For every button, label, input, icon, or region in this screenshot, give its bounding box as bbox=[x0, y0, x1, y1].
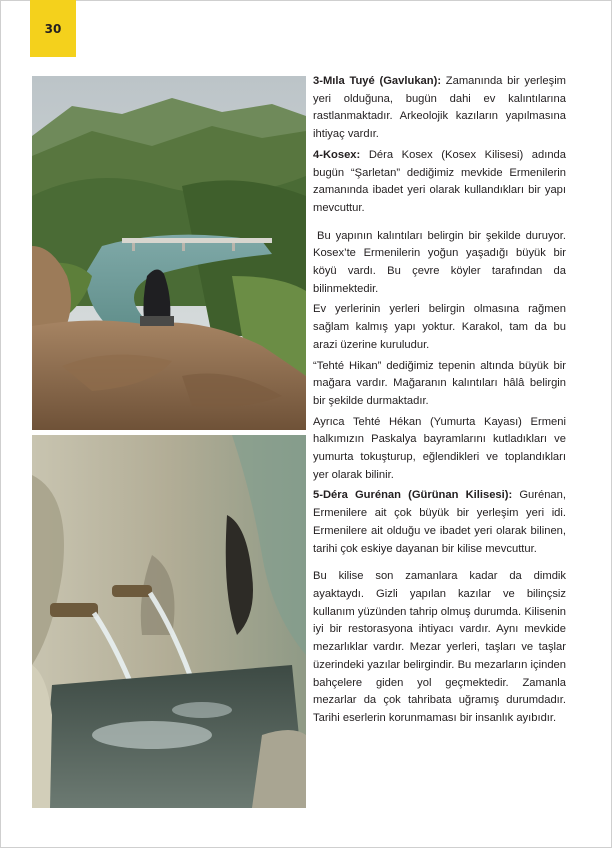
fountain-photo bbox=[32, 435, 306, 808]
article-text bbox=[313, 73, 566, 728]
paragraph-kosex bbox=[313, 147, 566, 218]
paragraph-church-condition: Bu kilise son zamanlara kadar da dimdik ayaktaydı. Gizli yapılan kazılar ve bilinçsiz kullanım yüzünden tahrip olmuş durumda. Kilisenin iyi bir restorasyona ihtiyacı vardır. Aynı mevkide mezarlıklar vardır. Mezar yerleri, taşları ve taşlar üzerindeki yazılar belirgindir. Bu mezarların içinden bahçelere giden yol geçmektedir. Zamanla mezarlar da çok tahribata uğramış durumdadır. Tarihi eserlerin korunmaması bir insanlık ayıbıdır. bbox=[313, 570, 566, 724]
paragraph-tehte-hekan: Ayrıca Tehté Hékan (Yumurta Kayası) Ermeni halkımızın Paskalya bayramlarını kutladıkları ve yumurta tokuşturup, eğlendikleri ve toplandıkları yer olarak bilinir. bbox=[313, 415, 566, 481]
paragraph-mila-tuye bbox=[313, 73, 566, 144]
paragraph-dera-gurenan bbox=[313, 487, 566, 558]
paragraph-house-sites: Ev yerlerinin yerleri belirgin olmasına rağmen sağlam kalmış yapı yoktur. Karakol, tam da bu arazi üzerine kuruludur. bbox=[313, 303, 566, 351]
heading-dera-gurenan: 5-Déra Gurénan (Gürünan Kilisesi): bbox=[313, 489, 513, 502]
paragraph-text: Zamanında bir yerleşim yeri olduğuna, bugün dahi ev kalıntılarına rastlanmaktadır. Arkeolojik kazıların yapılmasına ihtiyaç vardır. bbox=[313, 75, 566, 141]
river-valley-photo bbox=[32, 76, 306, 430]
heading-kosex: 4-Kosex: bbox=[313, 148, 361, 161]
heading-mila-tuye: 3-Mıla Tuyé (Gavlukan): bbox=[313, 75, 442, 87]
paragraph-kosex-ruins: Bu yapının kalıntıları belirgin bir şekilde duruyor. Kosex’te Ermenilerin yoğun yaşadığı büyük bir köyü vardı. Bu çevre köyler tarafından da bilinmektedir. bbox=[313, 229, 566, 295]
page-number: 30 bbox=[44, 21, 62, 36]
paragraph-text: Déra Kosex (Kosex Kilisesi) adında bugün “Şarletan” dediğimiz mevkide Ermenilerin zamanında ibadet yeri olarak kullandıkları bir yapı mevcuttur. bbox=[313, 148, 566, 214]
paragraph-tehte-hikan: “Tehté Hikan” dediğimiz tepenin altında büyük bir mağara vardır. Mağaranın kalıntıları hâlâ belirgin bir şekilde durmaktadır. bbox=[313, 359, 566, 407]
paragraph-text: Gurénan, Ermenilere ait çok büyük bir yerleşim yeri idi. Ermenilere ait olduğu ve ibadet yeri olarak bilinen, tarihi çok eskiye dayanan bir kilise mevcuttur. bbox=[313, 489, 566, 555]
page-number-badge bbox=[30, 0, 76, 57]
